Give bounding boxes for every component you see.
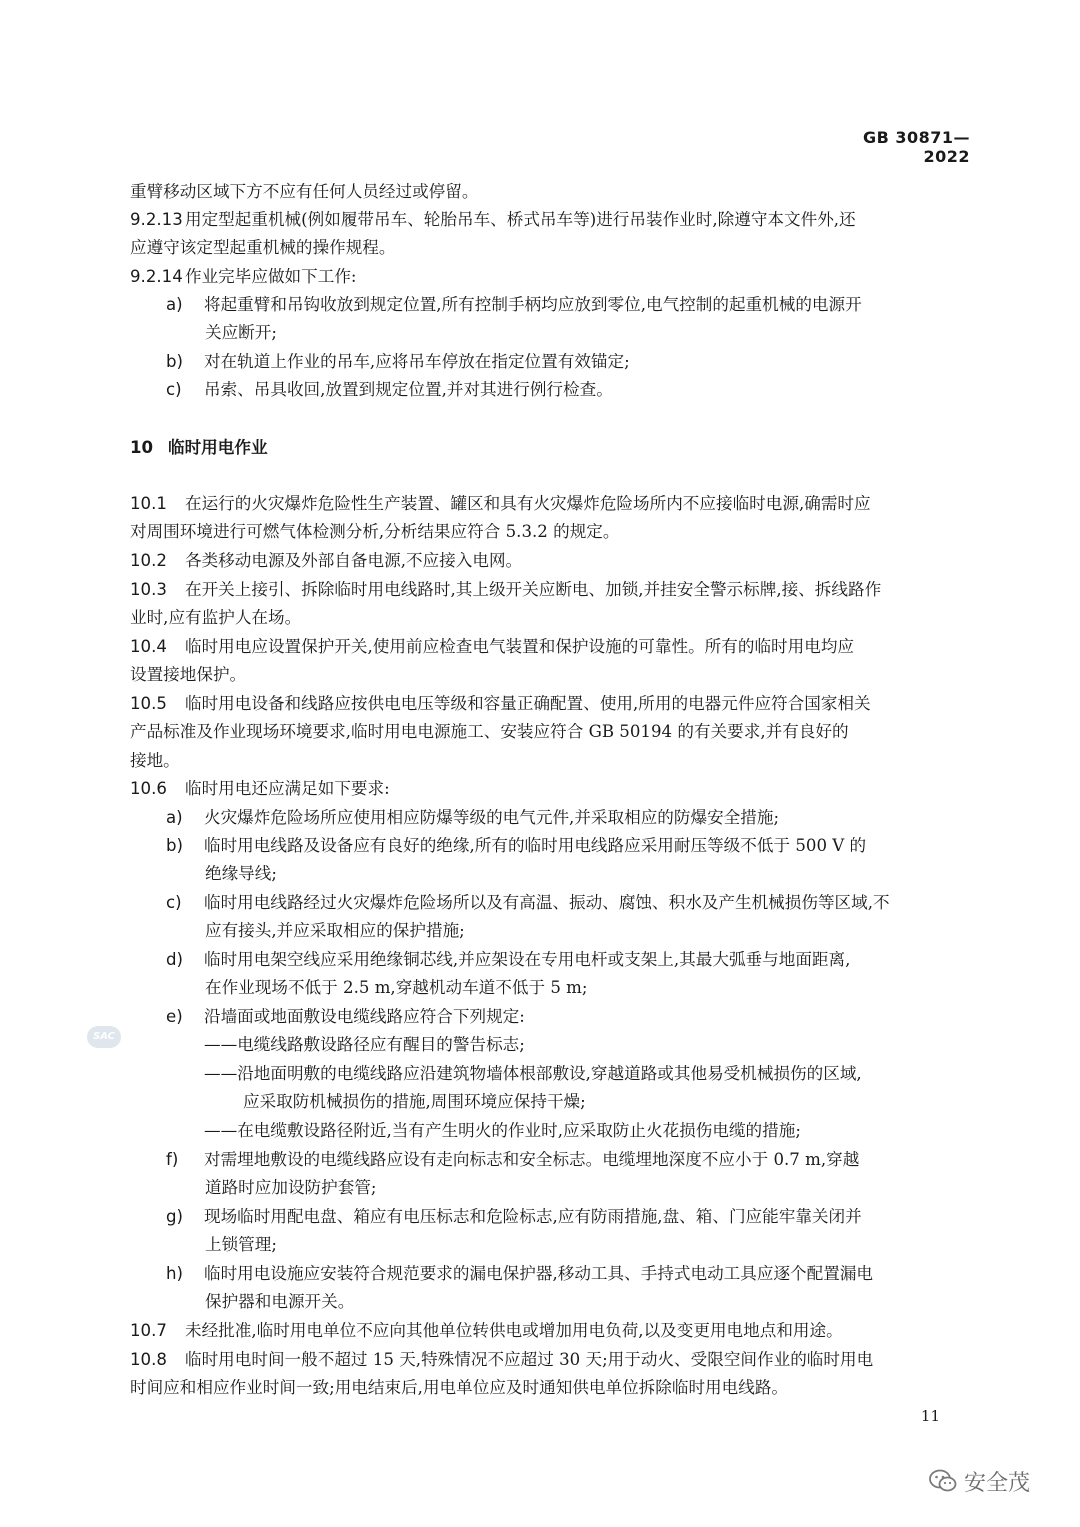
dash-item: ——沿地面明敷的电缆线路应沿建筑物墙体根部敷设,穿越道路或其他易受机械损伤的区域,	[204, 1064, 862, 1083]
account-watermark	[928, 1466, 1030, 1496]
list-item-c: c) 吊索、吊具收回,放置到规定位置,并对其进行例行检查。	[166, 380, 613, 399]
clause-10-8: 10.8 临时用电时间一般不超过 15 天,特殊情况不应超过 30 天;用于动火、受限空间作业的临时用电	[130, 1350, 874, 1369]
list-item-g: g) 现场临时用配电盘、箱应有电压标志和危险标志,应有防雨措施,盘、箱、门应能牢靠关闭并	[166, 1207, 862, 1226]
clause-10-5: 10.5 临时用电设备和线路应按供电电压等级和容量正确配置、使用,所用的电器元件应符合国家相关	[130, 694, 871, 713]
body-line: 接地。	[130, 751, 180, 770]
list-item-cont: 应有接头,并应采取相应的保护措施;	[205, 921, 465, 940]
list-item-f: f) 对需埋地敷设的电缆线路应设有走向标志和安全标志。电缆埋地深度不应小于 0.7 m,穿越	[166, 1150, 860, 1169]
wechat-icon	[928, 1468, 958, 1494]
clause-10-1: 10.1 在运行的火灾爆炸危险性生产装置、罐区和具有火灾爆炸危险场所内不应接临时电源,确需时应	[130, 494, 871, 513]
account-name: 安全茂	[964, 1470, 1031, 1496]
body-line: 重臂移动区域下方不应有任何人员经过或停留。	[130, 182, 479, 201]
body-line: 应遵守该定型起重机械的操作规程。	[130, 238, 396, 257]
list-item-cont: 关应断开;	[205, 323, 277, 342]
body-line: 设置接地保护。	[130, 665, 247, 684]
body-line: 时间应和相应作业时间一致;用电结束后,用电单位应及时通知供电单位拆除临时用电线路。	[130, 1378, 789, 1397]
clause-9-2-13: 9.2.13 用定型起重机械(例如履带吊车、轮胎吊车、桥式吊车等)进行吊装作业时,除遵守本文件外,还	[130, 210, 856, 229]
standard-code: GB 30871—2022	[862, 128, 970, 166]
list-item-cont: 道路时应加设防护套管;	[205, 1178, 377, 1197]
list-item-a: a) 将起重臂和吊钩收放到规定位置,所有控制手柄均应放到零位,电气控制的起重机械的电源开	[166, 295, 862, 314]
clause-10-2: 10.2 各类移动电源及外部自备电源,不应接入电网。	[130, 551, 523, 570]
clause-10-6: 10.6 临时用电还应满足如下要求:	[130, 779, 390, 798]
list-item-c: c) 临时用电线路经过火灾爆炸危险场所以及有高温、振动、腐蚀、积水及产生机械损伤等区域,不	[166, 893, 890, 912]
clause-10-4: 10.4 临时用电应设置保护开关,使用前应检查电气装置和保护设施的可靠性。所有的临时用电均应	[130, 637, 855, 656]
section-title-10: 10 临时用电作业	[130, 438, 268, 457]
list-item-h: h) 临时用电设施应安装符合规范要求的漏电保护器,移动工具、手持式电动工具应逐个配置漏电	[166, 1264, 874, 1283]
body-line: 业时,应有监护人在场。	[130, 608, 302, 627]
page-number: 11	[920, 1407, 940, 1425]
list-item-cont: 保护器和电源开关。	[205, 1292, 355, 1311]
dash-item: ——电缆线路敷设路径应有醒目的警告标志;	[204, 1035, 525, 1054]
list-item-cont: 绝缘导线;	[205, 864, 277, 883]
body-line: 对周围环境进行可燃气体检测分析,分析结果应符合 5.3.2 的规定。	[130, 522, 620, 541]
list-item-a: a) 火灾爆炸危险场所应使用相应防爆等级的电气元件,并采取相应的防爆安全措施;	[166, 808, 780, 827]
list-item-cont: 在作业现场不低于 2.5 m,穿越机动车道不低于 5 m;	[205, 978, 588, 997]
list-item-cont: 上锁管理;	[205, 1235, 277, 1254]
clause-9-2-14: 9.2.14 作业完毕应做如下工作:	[130, 267, 357, 286]
list-item-e: e) 沿墙面或地面敷设电缆线路应符合下列规定:	[166, 1007, 525, 1026]
list-item-d: d) 临时用电架空线应采用绝缘铜芯线,并应架设在专用电杆或支架上,其最大弧垂与地面距离,	[166, 950, 851, 969]
clause-10-3: 10.3 在开关上接引、拆除临时用电线路时,其上级开关应断电、加锁,并挂安全警示标牌,接、拆线路作	[130, 580, 882, 599]
body-line: 产品标准及作业现场环境要求,临时用电电源施工、安装应符合 GB 50194 的有关要求,并有良好的	[130, 722, 849, 741]
list-item-b: b) 临时用电线路及设备应有良好的绝缘,所有的临时用电线路应采用耐压等级不低于 500 V 的	[166, 836, 867, 855]
dash-item-cont: 应采取防机械损伤的措施,周围环境应保持干燥;	[243, 1092, 586, 1111]
sac-watermark-logo: SAC	[87, 1026, 121, 1048]
dash-item: ——在电缆敷设路径附近,当有产生明火的作业时,应采取防止火花损伤电缆的措施;	[204, 1121, 801, 1140]
list-item-b: b) 对在轨道上作业的吊车,应将吊车停放在指定位置有效锚定;	[166, 352, 630, 371]
clause-10-7: 10.7 未经批准,临时用电单位不应向其他单位转供电或增加用电负荷,以及变更用电地点和用途。	[130, 1321, 843, 1340]
